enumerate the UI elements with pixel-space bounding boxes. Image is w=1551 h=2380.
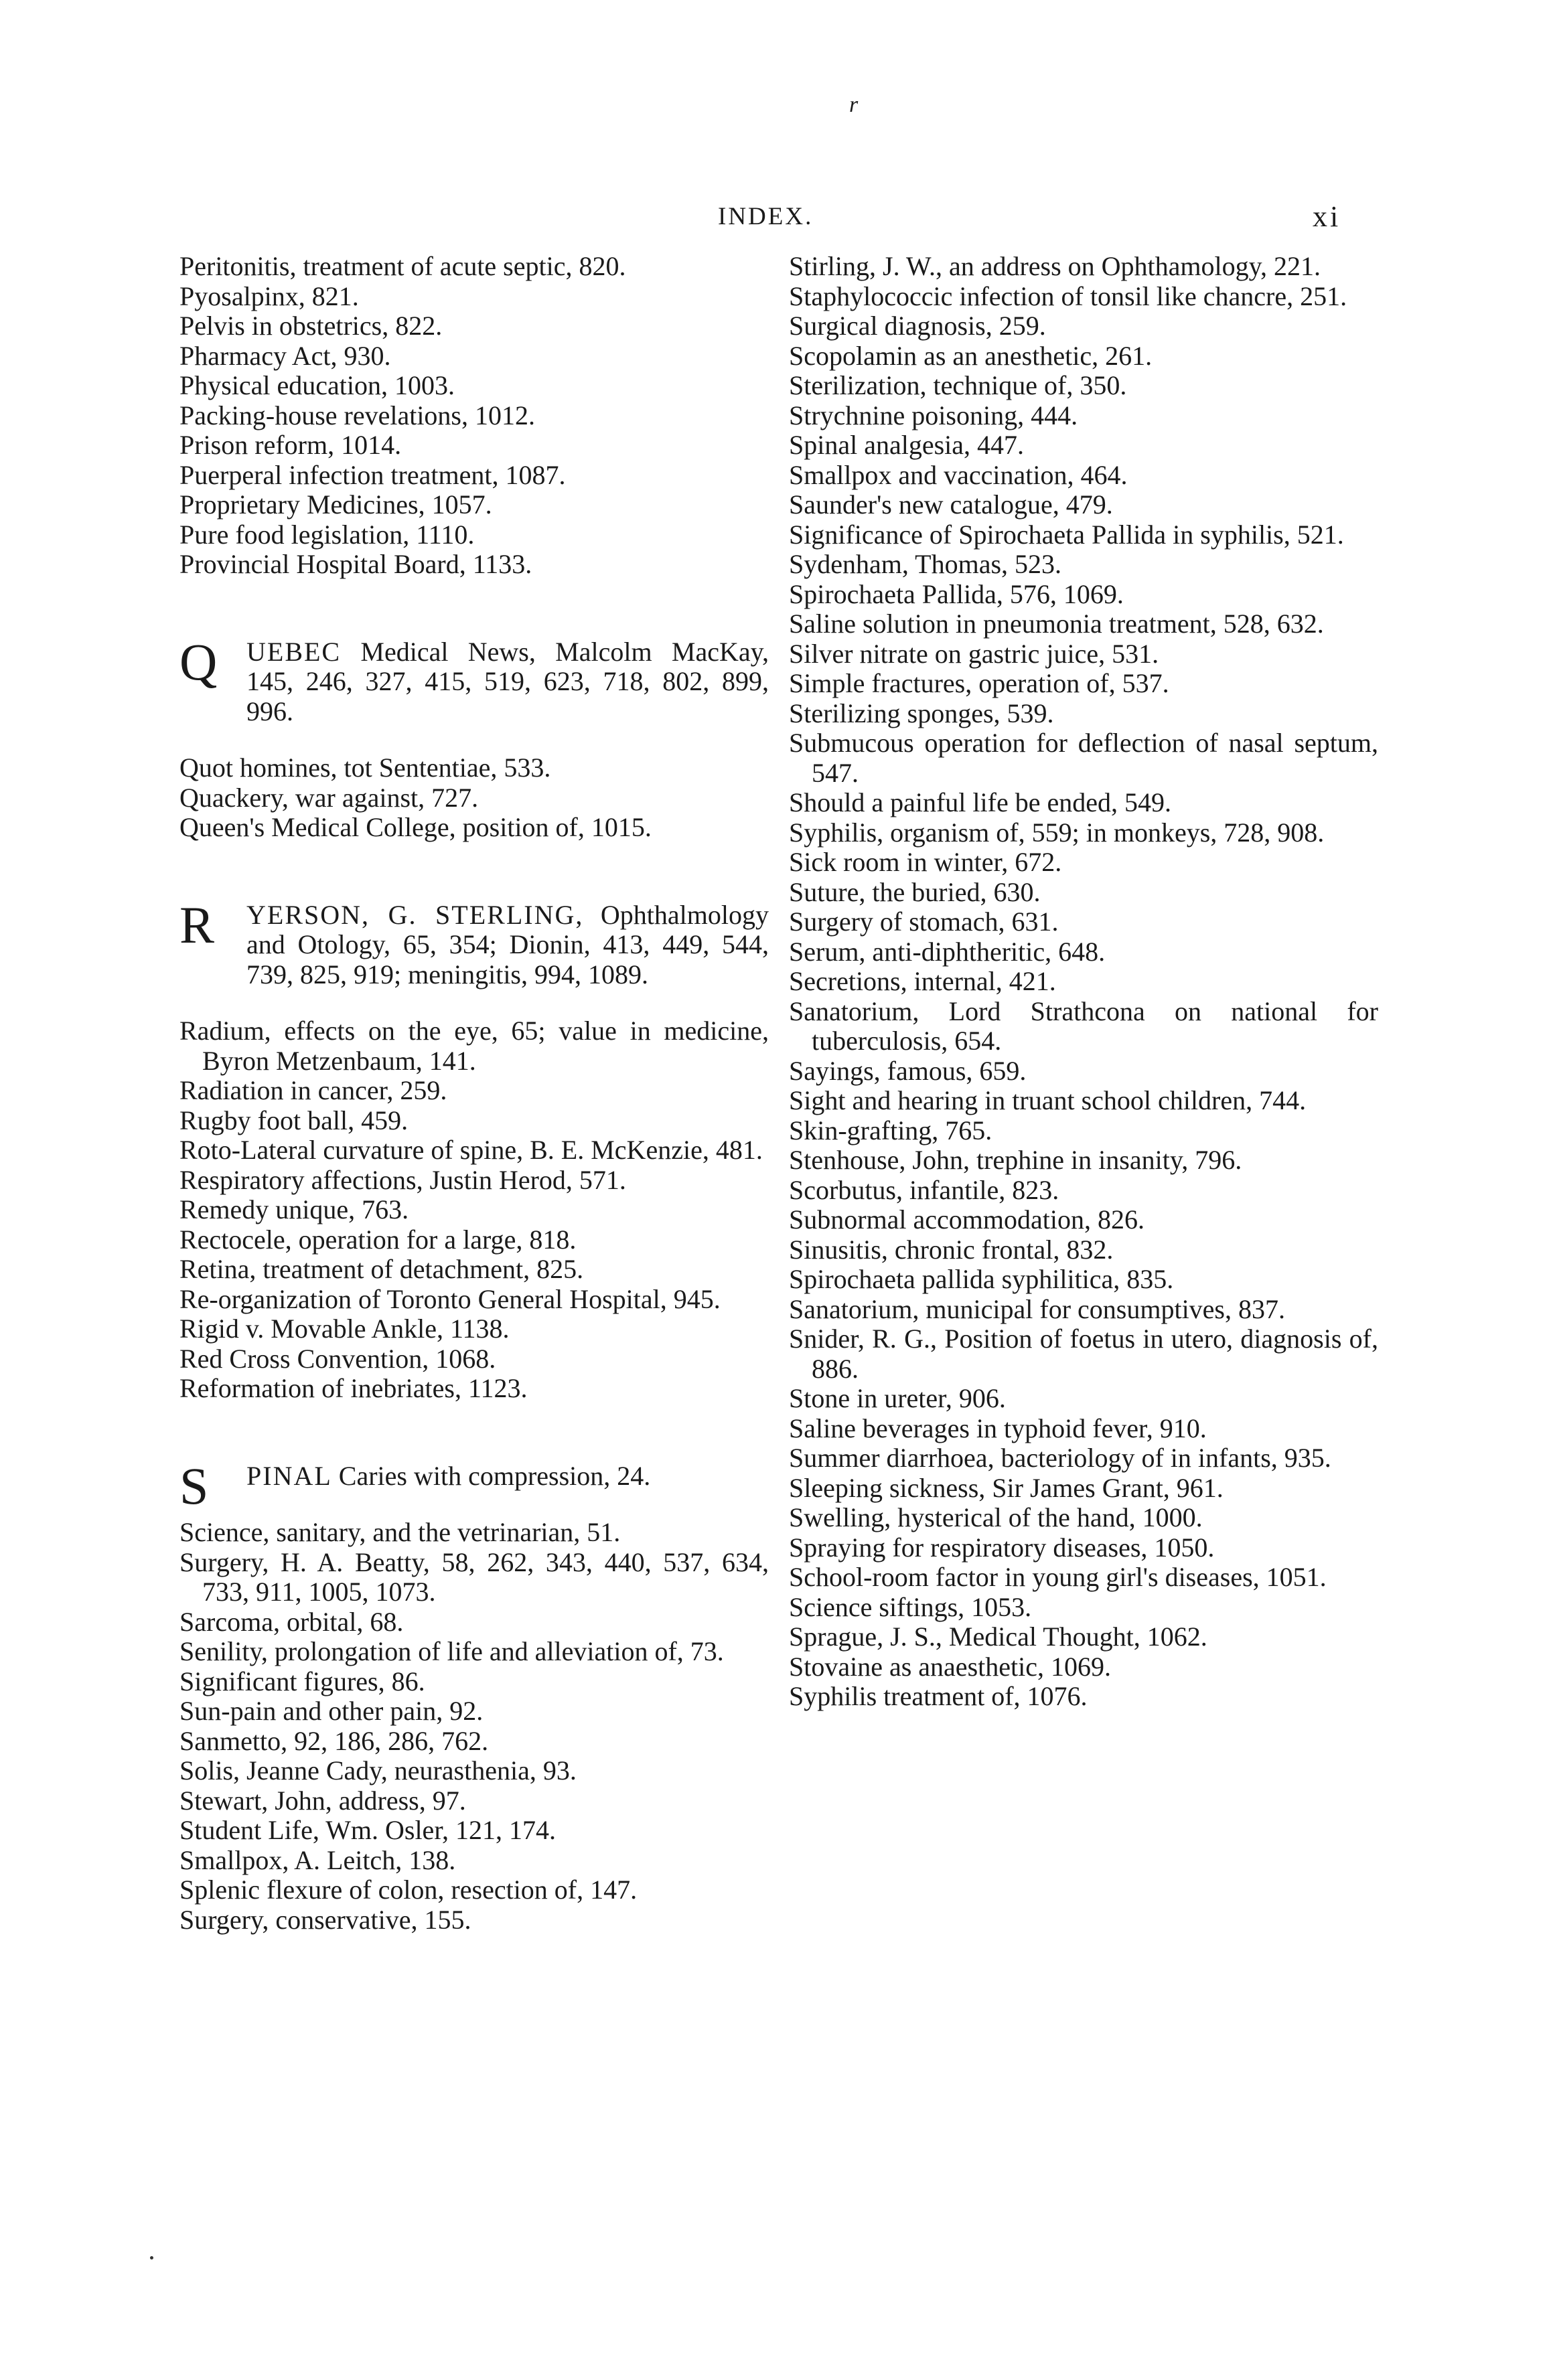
index-entry: Surgery, conservative, 155.	[179, 1904, 471, 1935]
index-entry: Splenic flexure of colon, resection of, 147.	[179, 1875, 638, 1905]
index-entry: Pure food legislation, 1110.	[179, 519, 475, 550]
index-entry: Rigid v. Movable Ankle, 1138.	[179, 1314, 510, 1344]
left-column	[179, 252, 769, 1935]
index-entry: Physical education, 1003.	[179, 370, 455, 400]
index-entry: Sleeping sickness, Sir James Grant, 961.	[789, 1472, 1224, 1503]
index-entry: Red Cross Convention, 1068.	[179, 1343, 496, 1374]
index-entry: Significance of Spirochaeta Pallida in syphilis, 521.	[789, 519, 1344, 550]
index-entry: Sanmetto, 92, 186, 286, 762.	[179, 1725, 489, 1756]
drop-cap-q: Q	[179, 632, 218, 691]
index-entry: Swelling, hysterical of the hand, 1000.	[789, 1502, 1203, 1532]
index-entry: Subnormal accommodation, 826.	[789, 1204, 1145, 1235]
index-entry: Simple fractures, operation of, 537.	[789, 668, 1169, 698]
section-gap	[179, 1404, 769, 1435]
lead-text: Ophthalmology and Otology, 65, 354; Dionin, 413, 449, 544, 739, 825, 919; meningitis, 994, 1089.	[246, 899, 769, 989]
index-entry: Spinal analgesia, 447.	[789, 430, 1025, 460]
index-entry: Sight and hearing in truant school children, 744.	[789, 1085, 1307, 1115]
index-entry: Silver nitrate on gastric juice, 531.	[789, 638, 1159, 669]
index-entry: Spraying for respiratory diseases, 1050.	[789, 1532, 1215, 1563]
section-gap	[179, 580, 769, 611]
drop-cap-r: R	[179, 895, 215, 954]
index-entry: Scopolamin as an anesthetic, 261.	[789, 340, 1153, 371]
index-entry: Sun-pain and other pain, 92.	[179, 1696, 484, 1726]
index-entry: Puerperal infection treatment, 1087.	[179, 459, 566, 490]
index-entry: Staphylococcic infection of tonsil like chancre, 251.	[789, 281, 1347, 311]
index-entry: Re-organization of Toronto General Hospital, 945.	[179, 1283, 721, 1314]
index-entry: Spirochaeta pallida syphilitica, 835.	[789, 1264, 1174, 1294]
index-entry: Skin-grafting, 765.	[789, 1115, 992, 1145]
section-s-lead-entry	[179, 1456, 769, 1515]
index-entry: Pyosalpinx, 821.	[179, 281, 359, 311]
index-entry: Reformation of inebriates, 1123.	[179, 1373, 528, 1403]
page-number: xi	[1313, 200, 1341, 233]
index-entry: Surgery of stomach, 631.	[789, 906, 1059, 937]
lead-text: Medical News, Malcolm MacKay, 145, 246, 327, 415, 519, 623, 718, 802, 899, 996.	[246, 636, 769, 726]
lead-word: UEBEC	[246, 636, 342, 667]
section-r-lead-entry	[179, 895, 769, 990]
index-entry: Queen's Medical College, position of, 1015.	[179, 812, 652, 842]
index-entry: Stirling, J. W., an address on Ophthamology, 221.	[789, 251, 1321, 281]
index-entry: Student Life, Wm. Osler, 121, 174.	[179, 1815, 557, 1845]
index-entry: Peritonitis, treatment of acute septic, 820.	[179, 251, 626, 281]
index-entry: Surgery, H. A. Beatty, 58, 262, 343, 440, 537, 634, 733, 911, 1005, 1073.	[179, 1546, 769, 1607]
index-entry: Rectocele, operation for a large, 818.	[179, 1224, 577, 1255]
index-entry: Syphilis, organism of, 559; in monkeys, 728, 908.	[789, 817, 1325, 848]
lead-word: PINAL	[246, 1460, 332, 1491]
index-entry: Sarcoma, orbital, 68.	[179, 1606, 404, 1637]
index-entry: Strychnine poisoning, 444.	[789, 400, 1078, 430]
index-entry: Spirochaeta Pallida, 576, 1069.	[789, 578, 1124, 609]
index-entry: Saline beverages in typhoid fever, 910.	[789, 1413, 1207, 1443]
index-entry: Prison reform, 1014.	[179, 430, 402, 460]
section-q-lead-entry	[179, 632, 769, 727]
index-entry: Retina, treatment of detachment, 825.	[179, 1254, 584, 1284]
index-entry: Snider, R. G., Position of foetus in utero, diagnosis of, 886.	[789, 1324, 1378, 1384]
index-entry: Smallpox and vaccination, 464.	[789, 459, 1128, 490]
index-entry: Sinusitis, chronic frontal, 832.	[789, 1234, 1114, 1265]
index-entry: Pelvis in obstetrics, 822.	[179, 311, 443, 341]
index-entry: Secretions, internal, 421.	[789, 966, 1056, 996]
index-entry: Stone in ureter, 906.	[789, 1383, 1006, 1413]
index-entry: Sydenham, Thomas, 523.	[789, 549, 1062, 579]
index-entry: Provincial Hospital Board, 1133.	[179, 549, 532, 579]
index-entry: Sterilization, technique of, 350.	[789, 370, 1127, 400]
section-gap	[179, 843, 769, 874]
index-entry: Submucous operation for deflection of nasal septum, 547.	[789, 728, 1378, 788]
index-entry: School-room factor in young girl's diseases, 1051.	[789, 1562, 1327, 1592]
index-entry: Stovaine as anaesthetic, 1069.	[789, 1651, 1111, 1682]
index-entry: Roto-Lateral curvature of spine, B. E. McKenzie, 481.	[179, 1135, 763, 1165]
index-entry: Quot homines, tot Sententiae, 533.	[179, 752, 551, 783]
index-entry: Senility, prolongation of life and alleviation of, 73.	[179, 1636, 724, 1666]
index-entry: Sterilizing sponges, 539.	[789, 698, 1054, 728]
index-entry: Suture, the buried, 630.	[789, 876, 1041, 907]
right-column	[789, 252, 1378, 1712]
lead-text: Caries with compression, 24.	[338, 1460, 651, 1491]
index-entry: Smallpox, A. Leitch, 138.	[179, 1844, 456, 1875]
index-entry: Proprietary Medicines, 1057.	[179, 489, 492, 520]
index-entry: Radiation in cancer, 259.	[179, 1075, 447, 1105]
top-mark: r	[849, 92, 859, 117]
index-entry: Sick room in winter, 672.	[789, 847, 1062, 877]
index-entry: Rugby foot ball, 459.	[179, 1105, 409, 1135]
index-entry: Scorbutus, infantile, 823.	[789, 1174, 1059, 1205]
index-entry: Serum, anti-diphtheritic, 648.	[789, 936, 1106, 967]
index-entry: Pharmacy Act, 930.	[179, 340, 391, 371]
lead-word: YERSON, G. STERLING,	[246, 899, 584, 930]
index-entry: Summer diarrhoea, bacteriology of in infants, 935.	[789, 1443, 1331, 1473]
index-entry: Respiratory affections, Justin Herod, 571.	[179, 1164, 626, 1195]
index-entry: Surgical diagnosis, 259.	[789, 311, 1046, 341]
index-entry: Saline solution in pneumonia treatment, 528, 632.	[789, 609, 1324, 639]
index-entry: Sprague, J. S., Medical Thought, 1062.	[789, 1621, 1207, 1652]
index-entry: Should a painful life be ended, 549.	[789, 787, 1171, 817]
index-entry: Sanatorium, municipal for consumptives, 837.	[789, 1293, 1285, 1324]
index-entry: Science, sanitary, and the vetrinarian, 51.	[179, 1517, 621, 1547]
index-entry: Syphilis treatment of, 1076.	[789, 1681, 1088, 1711]
index-entry: Quackery, war against, 727.	[179, 782, 479, 813]
index-entry: Sanatorium, Lord Strathcona on national for tuberculosis, 654.	[789, 996, 1378, 1056]
index-entry: Saunder's new catalogue, 479.	[789, 489, 1113, 520]
index-entry: Sayings, famous, 659.	[789, 1055, 1027, 1086]
index-entry: Stewart, John, address, 97.	[179, 1785, 466, 1816]
index-entry: Significant figures, 86.	[179, 1666, 425, 1696]
drop-cap-s: S	[179, 1456, 209, 1515]
stray-mark	[150, 2256, 153, 2259]
index-entry: Science siftings, 1053.	[789, 1591, 1032, 1622]
index-entry: Stenhouse, John, trephine in insanity, 796.	[789, 1145, 1242, 1175]
index-entry: Packing-house revelations, 1012.	[179, 400, 535, 430]
index-entry: Radium, effects on the eye, 65; value in medicine, Byron Metzenbaum, 141.	[179, 1016, 769, 1076]
page-title: INDEX.	[718, 203, 814, 230]
index-entry: Solis, Jeanne Cady, neurasthenia, 93.	[179, 1755, 577, 1786]
index-entry: Remedy unique, 763.	[179, 1194, 409, 1224]
